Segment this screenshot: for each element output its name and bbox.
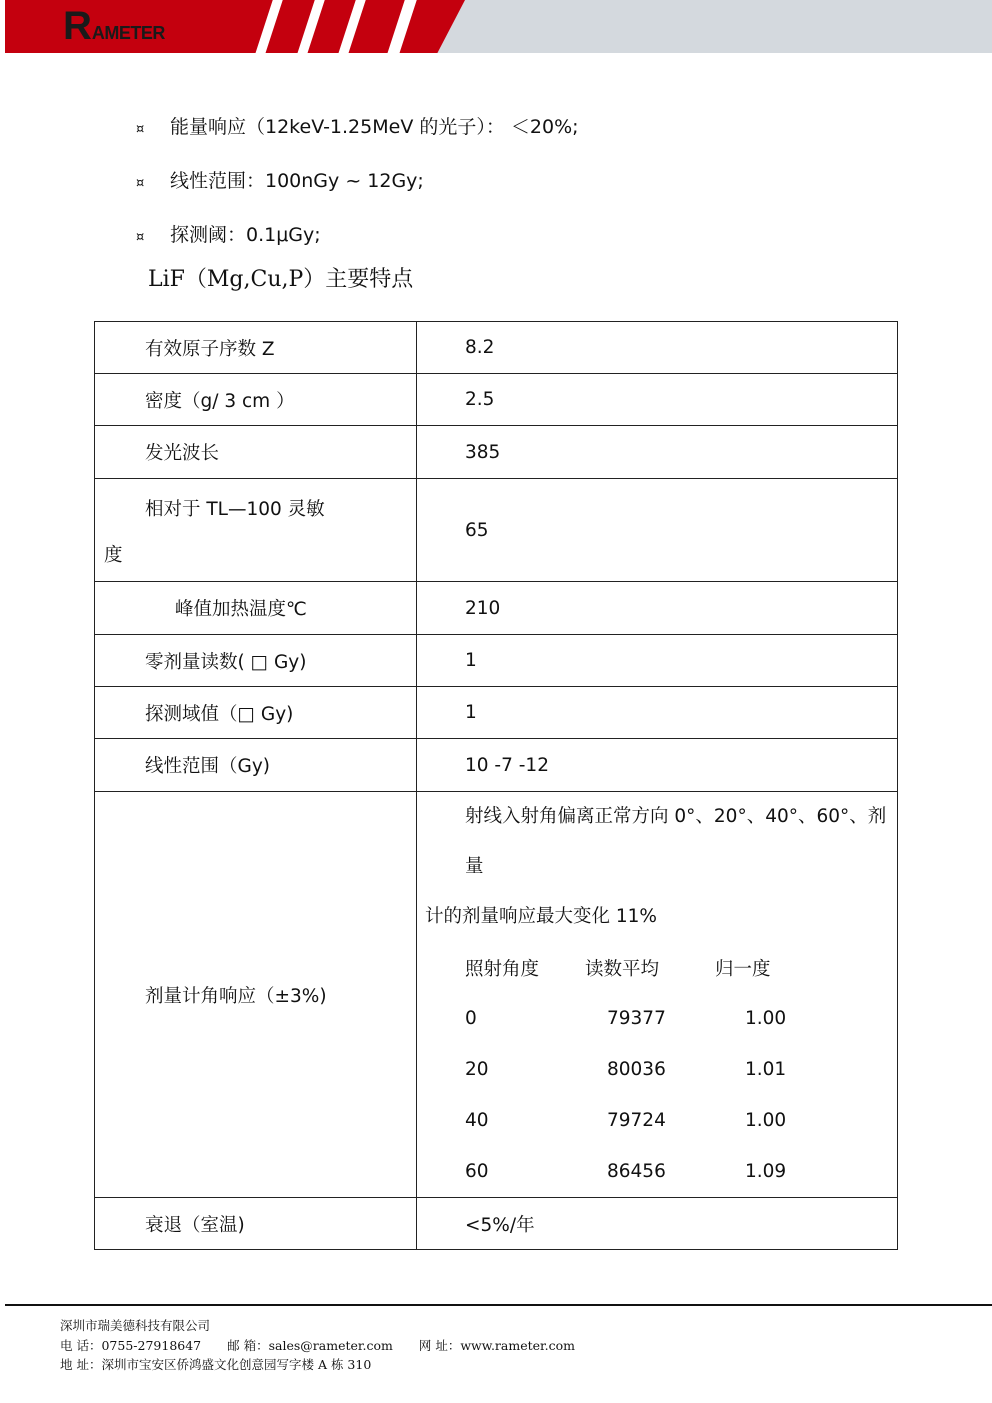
bullet-item: ¤ 能量响应（12keV-1.25MeV 的光子）： ＜20%; [136, 116, 579, 138]
footer-divider [5, 1304, 992, 1306]
company-name: 深圳市瑞美德科技有限公司 [60, 1318, 211, 1333]
inner-row: 0 79377 1.00 [465, 1008, 787, 1029]
footer [60, 1316, 601, 1375]
email-link[interactable]: 邮 箱：sales@rameter.com [227, 1337, 393, 1353]
section-title: LiF（Mg,Cu,P）主要特点 [148, 267, 414, 292]
address: 地 址：深圳市宝安区侨鸿盛文化创意园写字楼 A 栋 310 [60, 1357, 372, 1372]
angle-response-table [417, 942, 897, 1197]
table-row: 线性范围（Gy) 10 -7 -12 [95, 739, 898, 792]
table-row: 零剂量读数( □ Gy) 1 [95, 635, 898, 687]
inner-row: 60 86456 1.09 [465, 1161, 787, 1182]
properties-table [94, 321, 898, 1250]
phone: 电 话：0755-27918647 [60, 1337, 202, 1353]
bullet-item: ¤ 探测阈：0.1μGy; [136, 224, 321, 246]
table-row: 有效原子序数 Z 8.2 [95, 322, 898, 374]
bullet-item: ¤ 线性范围：100nGy ~ 12Gy; [136, 170, 424, 192]
table-row: 衰退（室温) <5%/年 [95, 1198, 898, 1250]
table-row: 峰值加热温度℃ 210 [95, 582, 898, 635]
inner-row: 20 80036 1.01 [465, 1059, 787, 1080]
table-row: 密度（g/ 3 cm ） 2.5 [95, 374, 898, 426]
header-banner [5, 0, 992, 53]
rameter-logo: RAMETER [63, 4, 165, 48]
table-row: 相对于 TL—100 灵敏 度 65 [95, 479, 898, 582]
table-row: 发光波长 385 [95, 426, 898, 479]
angle-description: 计的剂量响应最大变化 11% [425, 906, 658, 927]
table-row-angle-response: 剂量计角响应（±3%) 射线入射角偏离正常方向 0°、20°、40°、60°、剂量 计的剂量响应最大变化 11% 照射角度 读数平均 归一度 0 79377 1.00 20 80036 1.01 40 79724 1.00 60 86456 1.09 [95, 792, 898, 1198]
website-link[interactable]: 网 址：www.rameter.com [418, 1337, 575, 1353]
inner-row: 40 79724 1.00 [465, 1110, 787, 1131]
table-row: 探测域值（□ Gy) 1 [95, 687, 898, 739]
angle-description: 射线入射角偏离正常方向 0°、20°、40°、60°、剂量 [465, 806, 887, 877]
inner-header-row: 照射角度 读数平均 归一度 [465, 958, 771, 980]
